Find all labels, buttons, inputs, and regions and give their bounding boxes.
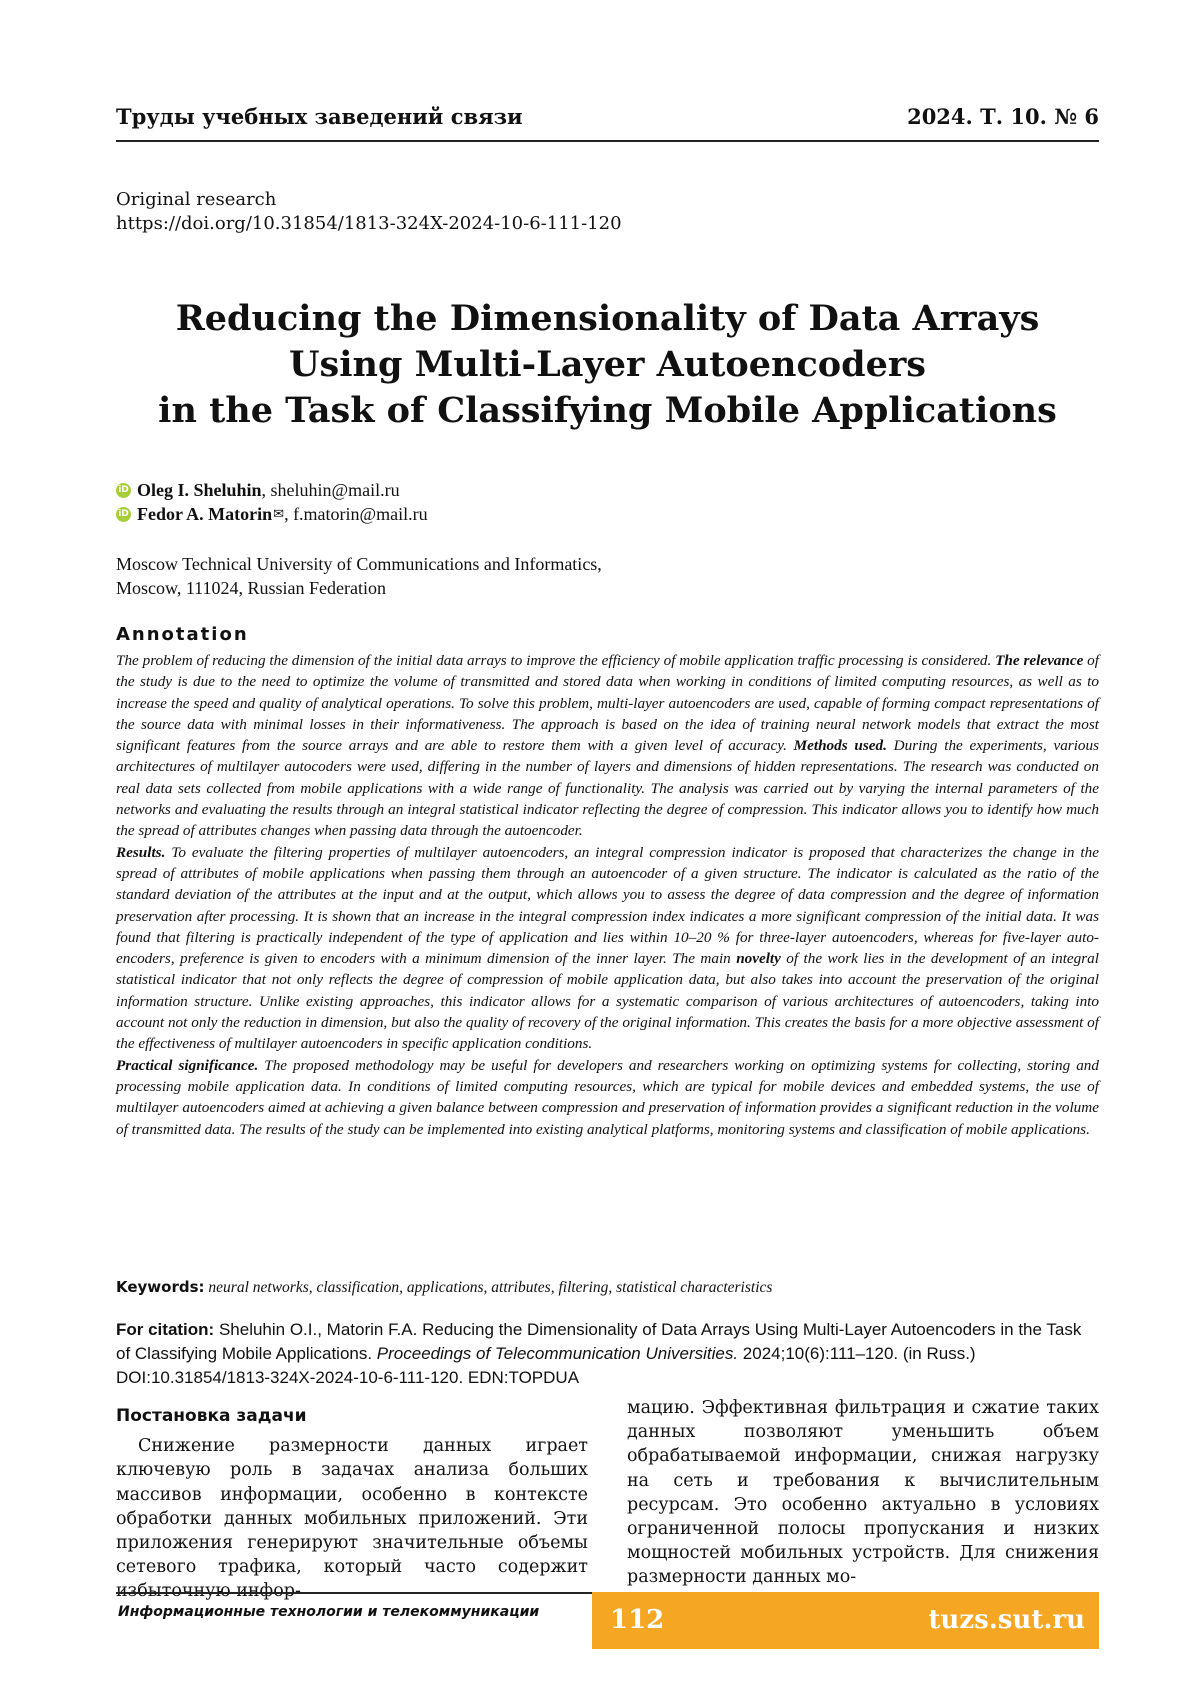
orcid-icon[interactable]: iD: [116, 483, 131, 498]
author-2: [116, 502, 428, 526]
citation-journal: Proceedings of Telecommunication Universities.: [376, 1344, 739, 1363]
abstract-text: To evaluate the filtering properties of multilayer autoencoders, an integral compression indicator is proposed that characterizes the change in the spread of attributes of mobile applications when passing them through an autoencoder of a given structure. The indicator is calculated as the ratio of the standard deviation of the attributes at the input and at the output, which allows you to assess the degree of data compression and the degree of information preservation after processing. It is shown that an increase in the integral compression index indicates a more significant compression of the initial data. It was found that filtering is practically independent of the type of application and lies within 10–20 % for three-layer autoencoders, whereas for five-layer auto-encoders, preference is given to encoders with a minimum dimension of the inner layer. The main: [116, 843, 1099, 968]
body-column-left: [116, 1404, 588, 1604]
citation-text: Sheluhin O.I., Matorin F.A. Reducing the Dimensionality of Data Arrays Using Multi-Layer Autoencoders in the Task of Classifying Mobile Applications.: [116, 1320, 1082, 1363]
article-type: Original research: [116, 189, 277, 210]
citation: [116, 1318, 1099, 1390]
abstract-emphasis: The relevance: [995, 652, 1084, 669]
affiliation-line-1: Moscow Technical University of Communications and Informatics,: [116, 554, 602, 574]
footer-divider: [116, 1592, 592, 1594]
body-paragraph: мацию. Эффективная фильтрация и сжатие таких данных позволяют уменьшить объем обрабатываемой информации, снижая нагрузку на сеть и требования к вычислительным ресурсам. Это особенно актуально в условиях ограниченной полосы пропускания и низких мощностей мобильных устройств. Для снижения размерности данных мо-: [627, 1398, 1099, 1588]
abstract-text: of the study is due to the need to optimize the volume of transmitted and stored data when working in conditions of limited computing resources, as well as to increase the speed and quality of analytical operations. To solve this problem, multi-layer autoencoders are used, capable of forming compact representations of the source data with minimal losses in their informativeness. The approach is based on the idea of training neural network models that extract the most significant features from the source arrays and are able to restore them with a given level of accuracy.: [116, 652, 1099, 755]
keywords: [116, 1276, 1099, 1299]
footer-bar: [592, 1592, 1099, 1649]
title-line-1: Reducing the Dimensionality of Data Arrays: [175, 298, 1040, 339]
abstract-emphasis: novelty: [736, 950, 781, 968]
abstract-text: The problem of reducing the dimension of the initial data arrays to improve the efficiency of mobile application traffic processing is considered.: [116, 652, 996, 669]
article-meta: [116, 188, 622, 236]
orcid-icon[interactable]: iD: [116, 507, 131, 522]
doi-link[interactable]: https://doi.org/10.31854/1813-324X-2024-10-6-111-120: [116, 213, 622, 234]
abstract-paragraph-1: [116, 650, 1099, 842]
running-header: [116, 104, 1099, 138]
abstract-emphasis: Results.: [116, 843, 166, 861]
abstract-paragraph-3: [116, 1055, 1099, 1140]
author-email[interactable]: , f.matorin@mail.ru: [284, 504, 428, 524]
abstract-paragraph-2: [116, 842, 1099, 1055]
journal-name: Труды учебных заведений связи: [116, 104, 523, 129]
abstract-emphasis: Methods used.: [793, 737, 887, 755]
body-column-right: [627, 1396, 1099, 1590]
journal-site-link[interactable]: tuzs.sut.ru: [928, 1605, 1085, 1635]
section-heading: Постановка задачи: [116, 1406, 307, 1426]
body-paragraph: Снижение размерности данных играет ключевую роль в задачах анализа больших массивов информации, особенно в контексте обработки данных мобильных приложений. Эти приложения генерируют значительные объемы сетевого трафика, который часто содержит: [116, 1436, 588, 1578]
abstract-text: of the work lies in the development of an integral statistical indicator that not only reflects the degree of compression of mobile application data, but also takes into account the preservation of the original information structure. Unlike existing approaches, this indicator allows for a systematic comparison of various architectures of autoencoders, taking into account not only the reduction in dimension, but also the quality of recovery of the original information. This creates the basis for a more objective assessment of the effectiveness of multilayer autoencoders in specific application conditions.: [116, 950, 1099, 1053]
affiliation: [116, 552, 602, 600]
abstract-text: During the experiments, various architectures of multilayer autocoders were used, differing in the number of layers and dimensions of hidden representations. The research was conducted on real data sets collected from mobile applications with a wide range of functionality. The analysis was carried out by varying the internal parameters of the networks and evaluating the results through an integral statistical indicator reflecting the degree of compression. This indicator allows you to identify how much the spread of attributes changes when passing data through the autoencoder.: [116, 737, 1100, 840]
title-line-3: in the Task of Classifying Mobile Applications: [158, 390, 1057, 431]
author-name: Fedor A. Matorin: [137, 504, 273, 524]
author-list: [116, 478, 428, 526]
keywords-text: neural networks, classification, applications, attributes, filtering, statistical characteristics: [204, 1279, 773, 1296]
abstract: [116, 650, 1099, 1140]
annotation-heading: Annotation: [116, 624, 249, 645]
article-title: [116, 296, 1099, 434]
abstract-emphasis: Practical significance.: [116, 1056, 259, 1074]
page-number: 112: [610, 1605, 665, 1635]
affiliation-line-2: Moscow, 111024, Russian Federation: [116, 578, 386, 598]
mail-icon: ✉: [273, 506, 285, 521]
citation-label: For citation:: [116, 1320, 215, 1339]
author-name: Oleg I. Sheluhin: [137, 480, 262, 500]
issue-info: 2024. Т. 10. № 6: [907, 104, 1099, 129]
keywords-label: Keywords:: [116, 1278, 205, 1296]
header-divider: [116, 140, 1099, 142]
abstract-text: The proposed methodology may be useful for developers and researchers working on optimizing systems for collecting, storing and processing mobile application data. In conditions of limited computing resources, which are typical for mobile devices and embedded systems, the use of multilayer autoencoders aimed at achieving a given balance between compression and preservation of information provides a significant reduction in the volume of transmitted data. The results of the study can be implemented into existing analytical platforms, monitoring systems and classification of mobile applications.: [116, 1056, 1099, 1138]
footer-section-name: Информационные технологии и телекоммуникации: [118, 1604, 540, 1620]
citation-text: 2024;10(6):111–120. (in Russ.) DOI:10.31854/1813-324X-2024-10-6-111-120. EDN:TOPDUA: [116, 1344, 976, 1387]
author-email[interactable]: , sheluhin@mail.ru: [261, 480, 400, 500]
author-1: [116, 478, 428, 502]
title-line-2: Using Multi-Layer Autoencoders: [289, 344, 926, 385]
